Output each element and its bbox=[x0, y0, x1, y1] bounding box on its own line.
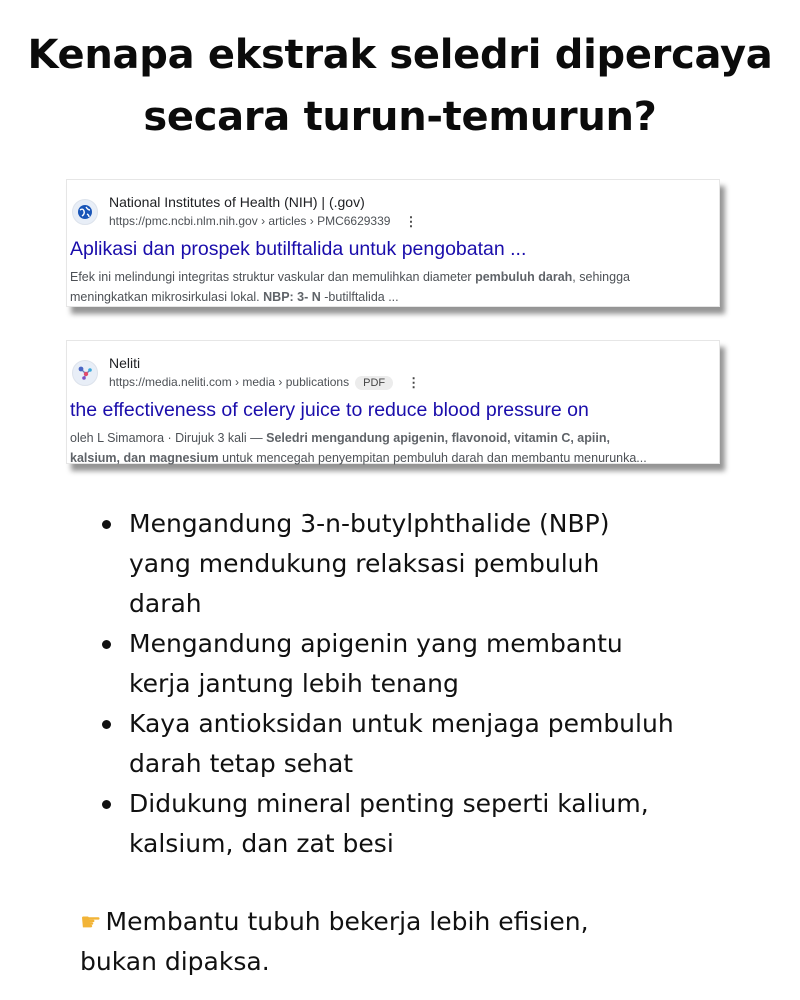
site-info[interactable] bbox=[67, 190, 719, 230]
list-item-line: darah bbox=[129, 589, 202, 618]
closing-line-2: bukan dipaksa. bbox=[80, 947, 270, 976]
bullet-icon bbox=[102, 520, 111, 529]
pdf-badge: PDF bbox=[355, 376, 393, 390]
snippet-text: , sehingga bbox=[572, 270, 630, 284]
site-name: Neliti bbox=[109, 355, 141, 371]
list-item bbox=[102, 624, 742, 704]
molecule-icon bbox=[72, 360, 98, 386]
site-url bbox=[109, 214, 417, 228]
search-result-card-nih bbox=[66, 179, 720, 307]
site-url-text: https://media.neliti.com › media › publications bbox=[109, 375, 350, 389]
site-url-text: https://pmc.ncbi.nlm.nih.gov › articles › PMC6629339 bbox=[109, 214, 391, 228]
site-name: National Institutes of Health (NIH) | (.gov) bbox=[109, 194, 365, 210]
result-title-link[interactable]: the effectiveness of celery juice to reduce blood pressure on bbox=[70, 399, 589, 421]
page-title bbox=[0, 24, 800, 148]
result-title-link[interactable]: Aplikasi dan prospek butilftalida untuk pengobatan ... bbox=[70, 238, 527, 260]
list-item-line: Didukung mineral penting seperti kalium, bbox=[129, 789, 649, 818]
snippet-text: untuk mencegah penyempitan pembuluh darah dan membantu menurunka... bbox=[218, 451, 647, 465]
snippet-highlight: pembuluh darah bbox=[475, 270, 573, 284]
bullet-icon bbox=[102, 640, 111, 649]
snippet-line-2 bbox=[70, 287, 711, 307]
benefits-list bbox=[102, 504, 742, 864]
globe-icon bbox=[72, 199, 98, 225]
snippet-highlight: Seledri mengandung apigenin, flavonoid, vitamin C, apiin, bbox=[266, 431, 610, 445]
snippet-line-2 bbox=[70, 448, 711, 468]
list-item-line: yang mendukung relaksasi pembuluh bbox=[129, 549, 600, 578]
bullet-icon bbox=[102, 800, 111, 809]
snippet-text: Efek ini melindungi integritas struktur vaskular dan memulihkan diameter bbox=[70, 270, 476, 284]
list-item bbox=[102, 784, 742, 864]
snippet-text: -butilftalida ... bbox=[320, 290, 399, 304]
list-item-line: Kaya antioksidan untuk menjaga pembuluh bbox=[129, 709, 674, 738]
more-options-icon[interactable]: ⋮ bbox=[404, 213, 418, 229]
search-result-card-neliti bbox=[66, 340, 720, 464]
title-line-1: Kenapa ekstrak seledri dipercaya bbox=[27, 32, 773, 78]
snippet-highlight: kalsium, dan magnesium bbox=[70, 451, 219, 465]
closing-statement bbox=[80, 902, 760, 982]
site-info[interactable] bbox=[67, 351, 719, 391]
list-item-line: kerja jantung lebih tenang bbox=[129, 669, 459, 698]
list-item-line: darah tetap sehat bbox=[129, 749, 354, 778]
site-url bbox=[109, 375, 420, 390]
pointing-hand-icon: ☛ bbox=[80, 908, 102, 936]
snippet-line-1 bbox=[70, 428, 711, 448]
result-snippet bbox=[70, 267, 711, 307]
result-snippet bbox=[70, 428, 711, 468]
title-line-2: secara turun-temurun? bbox=[143, 94, 657, 140]
more-options-icon[interactable]: ⋮ bbox=[407, 374, 421, 390]
closing-line-1 bbox=[80, 902, 760, 942]
snippet-text: oleh L Simamora · Dirujuk 3 kali — bbox=[70, 431, 267, 445]
list-item bbox=[102, 704, 742, 784]
bullet-icon bbox=[102, 720, 111, 729]
list-item-line: Mengandung 3-n-butylphthalide (NBP) bbox=[129, 509, 610, 538]
closing-text: Membantu tubuh bekerja lebih efisien, bbox=[105, 907, 589, 936]
snippet-text: meningkatkan mikrosirkulasi lokal. bbox=[70, 290, 264, 304]
list-item bbox=[102, 504, 742, 624]
snippet-line-1 bbox=[70, 267, 711, 287]
list-item-line: kalsium, dan zat besi bbox=[129, 829, 394, 858]
list-item-line: Mengandung apigenin yang membantu bbox=[129, 629, 623, 658]
snippet-highlight: NBP: 3- N bbox=[263, 290, 321, 304]
